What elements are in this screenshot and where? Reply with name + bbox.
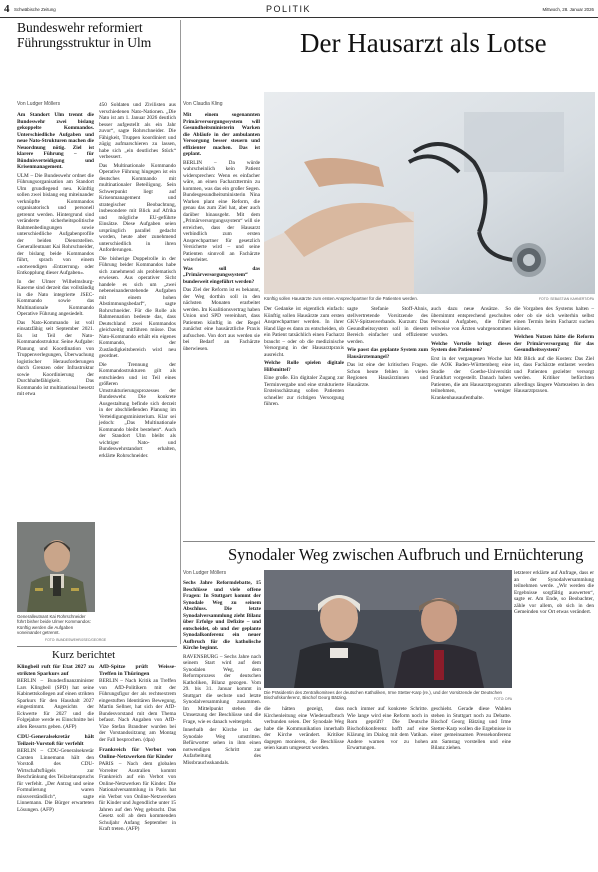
synodaler-body-1: RAVENSBURG – Sechs Jahre nach seinem Start wird auf dem Synodalen Weg, dem Reformprozess der deutschen Katholiken, Bilanz gezogen. Vom 29. bis 31. Januar kommt in Stuttgart die sechste und letzte Synodalversammlung zusammen. Im Mittelpunkt stehen die Umsetzung der Beschlüsse und die Frage, wie es danach weitergeht.: [183, 653, 261, 725]
kurz-item-3-text: BERLIN – Nach Kritik an Treffen von AfD-Politikern mit der Führungsfigur der als rechtsextrem eingestuften Identitären Bewegung, Martin Sellner, hat sich der AfD-Bundesvorstand mit dem Thema befasst. Nach Angaben von AfD-Vize Stefan Brandner wurden bei der Vorstandssitzung am Montag der Fall besprochen. (dpa): [99, 678, 176, 743]
kurz-item-1-head: Klingbeil ruft für Etat 2027 zu strikten Sparkurs auf: [17, 664, 94, 677]
synodaler-col-3-body: noch immer auf konkrete Schritte. Wie lange wird eine Reform noch in Rom geprüft? Die Deutsche Bischofskonferenz hofft auf eine Klärung im Dialog mit dem Vatikan. Andere warnen vor zu hohen Erwartungen.: [347, 706, 428, 751]
hausarzt-answer-4: Erst in der vergangenen Woche hat die AOK Baden-Württemberg eine Studie der Goethe-Universität Frankfurt vorgestellt. Danach haben Patienten, die am Hausarztprogramm teilnehmen, weniger Krankenhausaufenthalte.: [431, 355, 511, 401]
hausarzt-photo: [264, 92, 595, 294]
kurz-item-4-head: Frankreich für Verbot von Online-Netzwerken für Kinder: [99, 747, 176, 760]
kurz-col-2: [99, 664, 176, 837]
kurz-top-rule: [17, 646, 177, 647]
hausarzt-answer-3: Das ist eine der kritischen Fragen. Schon heute fehlen in vielen Regionen Hausärztinnen und Hausärzte.: [347, 362, 428, 388]
bishop-and-president-image: [264, 570, 512, 688]
bundeswehr-photo-caption: Generalleutnant Kai Rohrschneider führt bisher beide Ulmer Kommandos: Künftig werden die Aufgaben voneinander getrennt.: [17, 614, 91, 636]
stethoscope-image: [264, 92, 595, 294]
synodaler-top-rule: [183, 541, 595, 542]
synodaler-col-4: [431, 706, 511, 754]
bundeswehr-headline: Bundeswehr reformiert Führungsstruktur in Ulm: [17, 20, 152, 50]
bundeswehr-body-7: Die Trennung der Kommandostrukturen gilt als entschieden und ist Teil eines größeren Umstrukturierungsprozesses der Bundeswehr. Die konkrete Ausgestaltung befinde sich derzeit in der abschließenden Planung im Verteidigungsministerium. Klar sei jedoch: „Das Multinationale Kommando bleibt bestehen“. Auch der Standort Ulm bleibt als wichtiger Nato- und Bundeswehrstandort erhalten, erklärte Rohrschneider.: [99, 361, 176, 459]
synodaler-body-2: Innerhalb der Kirche ist der Synodale Weg umstritten. Befürworter sehen in ihm einen notwendigen Schritt zur Aufarbeitung des Missbrauchsskandals.: [183, 727, 261, 766]
kurz-item-2-head: CDU-Generalsekretär hält Teilzeit-Vorstoß für verfehlt: [17, 734, 94, 747]
synodaler-author: Von Ludger Möllers: [183, 570, 227, 576]
kurz-item-3-head: AfD-Spitze prüft Weisse-Treffen in Thüringen: [99, 664, 176, 677]
hausarzt-question-2: Welche Rolle spielen digitale Hilfsmittel?: [264, 360, 344, 373]
synodaler-col-1: [183, 580, 261, 768]
kurz-title: Kurz berichtet: [52, 649, 116, 661]
hausarzt-col-4: [431, 306, 511, 403]
bundeswehr-body-4: 450 Soldaten und Zivilisten aus verschiedenen Nato-Nationen. „Die Nato ist am 1. Januar 2026 deutlich besser aufgestellt als ein Jahr zuvor“, sagte Rohrschneider. Die Fähigkeit, Truppen koordiniert und zügig aufmarschieren zu lassen, habe sich „ein deutliches Stück“ verbessert.: [99, 102, 176, 160]
hausarzt-col-5: [514, 306, 594, 397]
hausarzt-question-4: Welche Vorteile bringt dieses System den Patienten?: [431, 340, 511, 353]
synodaler-photo: [264, 570, 512, 688]
bundeswehr-body-1: ULM – Die Bundeswehr ordnet die Führungsorganisation am Standort Ulm grundlegend neu. Künftig sollen zwei bislang eng miteinander verknüpfte Kommandos organisatorisch und personell getrennt werden. Hintergrund sind veränderte sicherheitspolitische Rahmenbedingungen sowie unterschiedliche Aufgabenprofile der beiden Dienststellen. Generalleutnant Kai Rohrschneider, der bislang beide Kommandos führt, sprach von einem »notwendigen ›Entzerrung‹ oder Entkopplung dieser Aufgaben«.: [17, 172, 94, 276]
synodaler-col-4-body: geschieht. Gerade diese Wahlen stehen in Stuttgart noch zu Debatte. Bischof Georg Bätzing und Irme Stetter-Karp wollen die Ergebnisse in einer gemeinsamen Pressekonferenz am Samstag vorstellen und eine Bilanz ziehen.: [431, 706, 511, 751]
synodaler-lead: Sechs Jahre Reformdebatte, 15 Beschlüsse und viele offene Fragen: In Stuttgart kommt der Synodale Weg zu seinem Abschluss. Die letzte Synodalversammlung zieht Bilanz über Erfolge und Defizite – und entscheidet, ob und der geplante Synodalkonferenz ein neuer Aufbruch für die katholische Kirche beginnt.: [183, 580, 261, 651]
synodaler-photo-caption: Die Präsidentin des Zentralkomitees der deutschen Katholiken, Irme Stetter-Karp (re.), und der Vorsitzende der Deutschen Bischofskonferenz, Bischof Georg Bätzing.: [264, 690, 502, 701]
synodaler-col-2: [264, 706, 344, 754]
bundeswehr-body-5: Das Multinationale Kommando Operative Führung hingegen ist ein deutsches Kommando mit multinationaler Beteiligung. Sein Schwerpunkt liegt auf Krisenmanagement und strategischer Beobachtung, insbesondere mit Blick auf Afrika und mögliche EU-geführte Einsätze. Diese Aufgaben seien ursprünglich parallel gedacht worden, heute aber zunehmend unterschiedlich in ihren Anforderungen.: [99, 162, 176, 253]
page-number: 4: [4, 3, 10, 15]
hausarzt-col-5-body: die Vorgaben des Systems halten – oder ob sie sich weiterhin selbst einen Termin beim Facharzt suchen können.: [514, 306, 594, 332]
general-portrait-image: [17, 522, 95, 612]
bundeswehr-photo-credit: FOTO: BUNDESWEHR/JSEC/GEORGE: [45, 638, 107, 642]
bundeswehr-author: Von Ludger Möllers: [17, 101, 61, 107]
issue-date: Mittwoch, 28. Januar 2026: [542, 7, 594, 12]
paper-name: Schwäbische Zeitung: [14, 7, 56, 12]
synodaler-col-2-body: die hätten gezeigt, dass Kirchenleitung eine Wiederaufbruch verbunden seien. Der Synodale Weg habe die Kommunikation innerhalb der Kirche verändert. Kritiker dagegen monieren, die Beschlüsse seien kaum umgesetzt worden.: [264, 706, 344, 751]
hausarzt-col-2: [264, 306, 344, 410]
synodaler-photo-credit: FOTO: DPA: [494, 697, 512, 701]
synodaler-headline: Synodaler Weg zwischen Aufbruch und Ernüchterung: [228, 545, 584, 564]
section-title: POLITIK: [266, 4, 312, 14]
synodaler-col-3: [347, 706, 428, 754]
kurz-item-1-text: BERLIN – Bundesfinanzminister Lars Klingbeil (SPD) hat seine Kabinettskollegen auf einen strikten Sparkurs für den Haushalt 2027 eingestimmt. Angesichts der Eckwerte für 2027 und die Folgejahre werde es Einschnitte bei allen Ressorts geben. (AFP): [17, 678, 94, 730]
hausarzt-col-4-body: auch dazu neue Ansätze. So übernimmt entsprechend geschultes Personal Aufgaben, die früher teilweise von Ärzten wahrgenommen wurden.: [431, 306, 511, 338]
bundeswehr-body-2: In der Ulmer Wilhelmsburg-Kaserne sind derzeit das vollständig in die Nato integrierte JSEC-Kommando sowie das Multinationale Kommando Operative Führung angesiedelt.: [17, 278, 94, 317]
synodaler-col-5-body: letzterer erklärte auf Anfrage, dass er an der Synodalversammlung teilnehmen werde. „Wir werden die Ergebnisse sorgfältig auswerten“, sagte er. Am Ende, so Beobachter, zähle vor allem, ob sich in den Gemeinden vor Ort etwas verändert.: [514, 570, 594, 615]
bundeswehr-photo: [17, 522, 95, 612]
synodaler-col-5: [514, 570, 594, 618]
bundeswehr-body-6: Die bisherige Doppelrolle in der Führung beider Kommandos habe sich zunehmend als problematisch erwiesen. Aus operativer Sicht handele es sich um „zwei nebeneinanderstehende Aufgaben mit einem hohen Abstimmungsbedarf“, sagte Rohrschneider. Für die Rolle als Rahmennation bedeute das, dass Deutschland zwei Kommandos gleichzeitig mitführen müsse. Das Nato-Kommando erhält ein eigenes Kommando, der Zuständigkeitsbereich wird neu geordnet.: [99, 255, 176, 359]
hausarzt-col-1: [183, 112, 260, 354]
hausarzt-col-3: [347, 306, 428, 390]
bundeswehr-col-1: [17, 112, 94, 400]
hausarzt-question-1: Was soll das „Primärversorgungssystem“ bundesweit eingeführt werden?: [183, 265, 260, 285]
hausarzt-author: Von Claudia Kling: [183, 101, 223, 107]
bundeswehr-body-3: Das Nato-Kommando ist voll einsatzfähig seit September 2021. Es ist Teil der Nato-Kommandostruktur. Seine Aufgabe: Planung und Koordination von Truppenverlegungen, Überwachung logistischer Herausforderungen durch Grenzen oder Infrastruktur sowie Koordinierung der Durchhaltefähigkeit. Das Kommando ist multinational besetzt mit etwa: [17, 319, 94, 397]
hausarzt-photo-caption: Künftig sollen Hausärzte zum ersten Ansprechpartner für die Patienten werden.: [264, 296, 419, 301]
hausarzt-answer-5: Mit Blick auf die Kosten: Das Ziel ist, dass Fachärzte entlastet werden und Patienten gezielter versorgt werden. Kritiker befürchten allerdings längere Wartezeiten in den Hausarztpraxen.: [514, 355, 594, 394]
hausarzt-photo-credit: FOTO: SEBASTIAN KAHNERT/DPA: [538, 297, 594, 301]
hausarzt-question-3: Wie passt das geplante System zum Hausärztemangel?: [347, 347, 428, 360]
hausarzt-col-2-body: Der Gedanke ist eigentlich einfach: Künftig sollen Hausärzte zum ersten Ansprechpartner werden. In ihrer Hand läge es dann zu entscheiden, ob ein Patient tatsächlich einen Facharzt braucht – oder ob die medizinische Versorgung in der Hausarztpraxis ausreicht.: [264, 306, 344, 358]
column-divider: [180, 20, 181, 644]
kurz-item-2-text: BERLIN – CDU-Generalsekretär Carsten Linnemann hält den Vorstoß des CDU-Wirtschaftsflügels zur Beschränkung des Teilzeitanspruchs für verfehlt. „Der Antrag und seine Formulierung waren missverständlich“, sagte Linnemann. Die Bürger erwarteten Lösungen. (AFP): [17, 748, 94, 813]
header-rule: [0, 17, 598, 18]
hausarzt-headline: Der Hausarzt als Lotse: [300, 28, 547, 58]
hausarzt-body-1: BERLIN – Da würde wahrscheinlich kein Patient widersprechen: Wenn es einfacher wäre, an einen Facharzttermin zu kommen, was das ein großer Segen. Bundesgesundheitsministerin Nina Warken plant eine Reform, die genau das zum Ziel hat, aber auch darüber hinausgeht. Mit dem „Primärversorgungssystem“ will sie erreichen, dass der Hausarzt verbindlich zum ersten Ansprechpartner für gesetzlich Versicherte wird – und seine Patienten sinnvoll an Fachärzte weiterleitet.: [183, 159, 260, 263]
hausarzt-answer-2: Eine große. Ein digitaler Zugang zur Terminvergabe und eine strukturierte Ersteinschätzung sollen Patienten schneller zur richtigen Versorgung führen.: [264, 375, 344, 407]
kurz-col-1: [17, 664, 94, 817]
hausarzt-question-5: Welchen Nutzen hätte die Reform der Primärversorgung für das Gesundheitssystem?: [514, 334, 594, 353]
hausarzt-col-3-body: sagte Stefanie Stoff-Ahnis, stellvertretende Vorsitzende des GKV-Spitzenverbands. Kurzum: Das Gesundheitssystem soll in diesem Bereich einfacher und effizienter werden.: [347, 306, 428, 345]
bundeswehr-lead: Am Standort Ulm trennt die Bundeswehr zwei bislang gekoppelte Kommandos. Unterschiedliche Aufgaben und neue Nato-Strukturen machen die Neuordnung nötig. Ziel ist klarere Führung – für Bündnisverteidigung und Krisenmanagement.: [17, 112, 94, 170]
hausarzt-lead: Mit einem sogenannten Primärversorgungssystem will Gesundheitsministerin Warken die Abläufe in der ambulanten Versorgung besser steuern und effizienter machen. Das ist geplant.: [183, 112, 260, 157]
kurz-item-4-text: PARIS – Nach dem globalen Vorreiter Australien kommt Frankreich auf ein Verbot von Online-Netzwerken für Kinder. Die Nationalversammlung in Paris hat ein Verbot von Online-Netzwerken für Kinder und Jugendliche unter 15 Jahren auf den Weg gebracht. Das Gesetz soll ab dem kommenden Schuljahr Anfang September in Kraft treten. (AFP): [99, 761, 176, 833]
bundeswehr-col-2: [99, 102, 176, 461]
hausarzt-answer-1: Das Ziel der Reform ist es bekannt, der Weg dorthin soll in den nächsten Monaten erarbeitet werden. Im Koalitionsvertrag haben Union und SPD vereinbart, dass Patienten künftig in der Regel zunächst eine hausärztliche Praxis aufsuchen. Von dort aus werden sie bei Bedarf an Fachärzte überwiesen.: [183, 287, 260, 352]
